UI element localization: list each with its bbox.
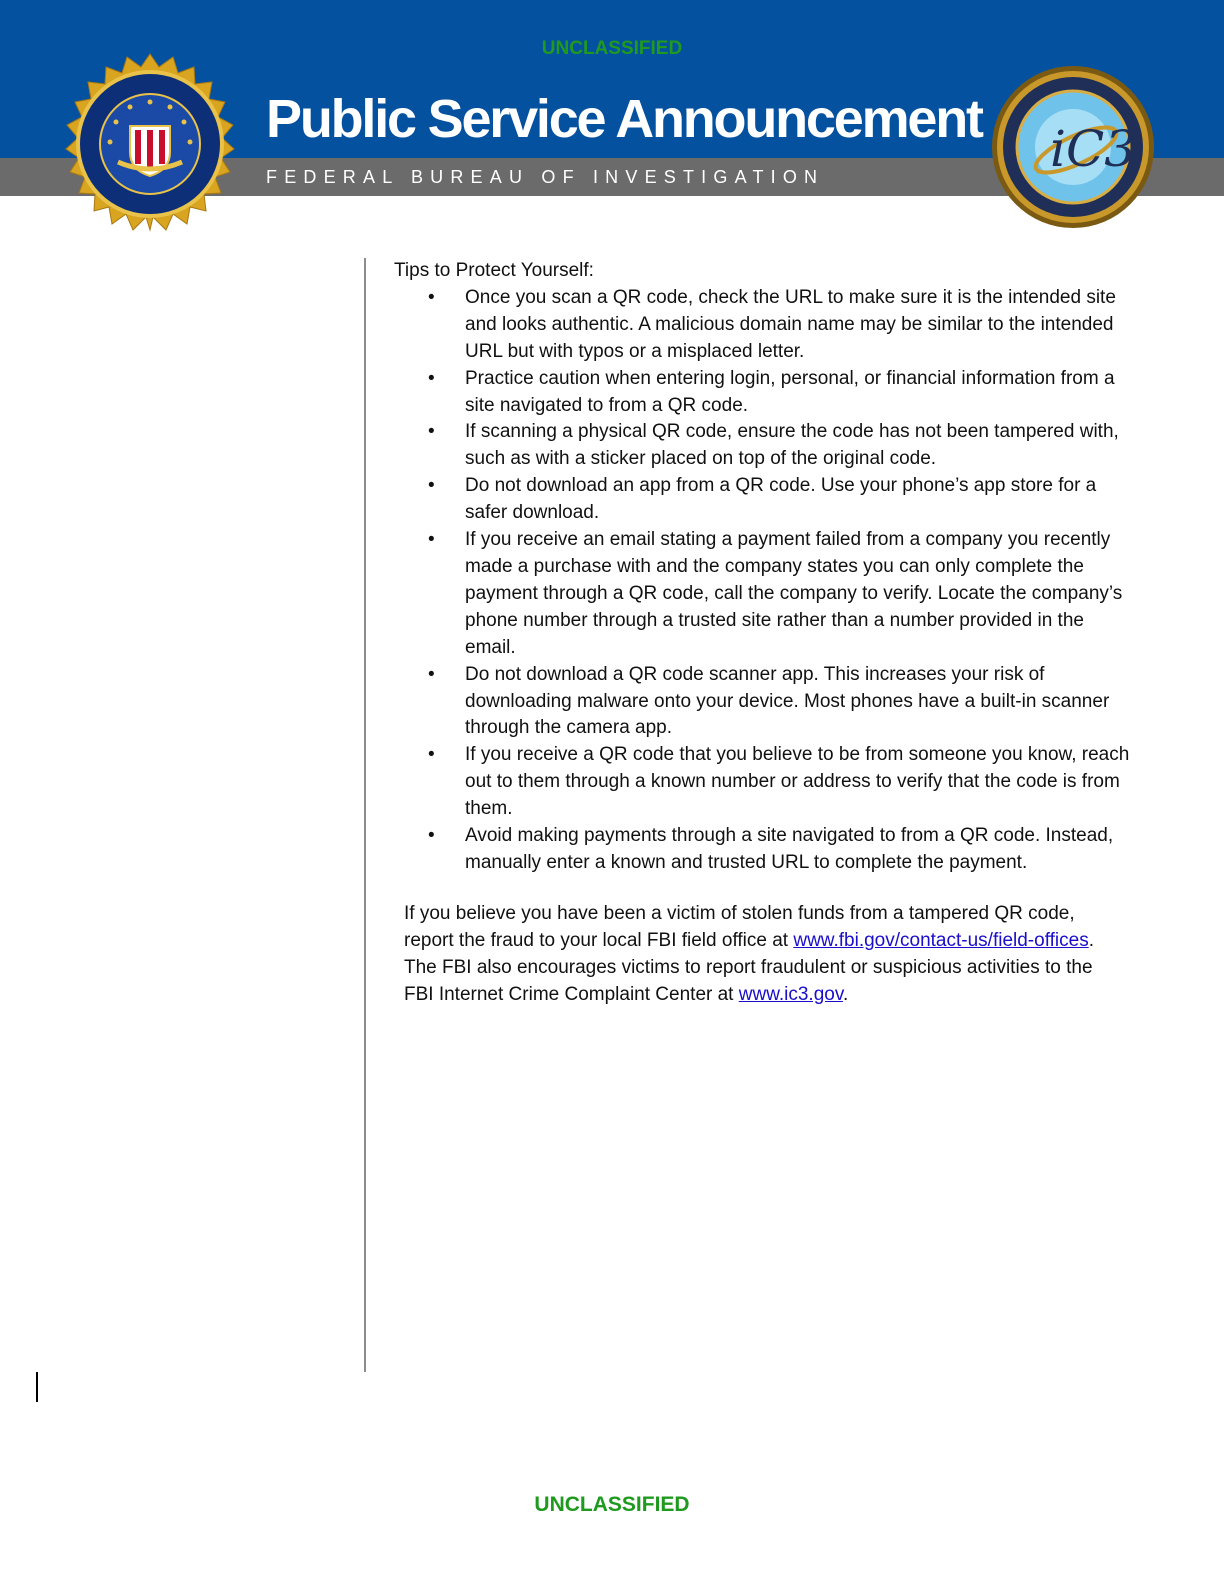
- bullet: •: [428, 744, 435, 766]
- bullet: •: [428, 825, 435, 847]
- bullet: •: [428, 475, 435, 497]
- bullet: •: [428, 529, 435, 551]
- agency-subtitle: FEDERAL BUREAU OF INVESTIGATION: [266, 167, 825, 187]
- list-item: [394, 662, 1134, 743]
- closing-text-1: If you believe you have been a victim of stolen funds from a tampered QR code, report the fraud to your local FBI field office at: [404, 902, 1075, 951]
- tip-text: Practice caution when entering login, personal, or financial information from a site navigated to from a QR code.: [465, 367, 1115, 416]
- tip-text: Do not download a QR code scanner app. This increases your risk of downloading malware onto your device. Most phones have a built-in scanner through the camera app.: [465, 663, 1110, 739]
- tips-heading: Tips to Protect Yourself:: [394, 260, 594, 281]
- closing-paragraph: [404, 901, 1119, 1009]
- tip-text: If scanning a physical QR code, ensure the code has not been tampered with, such as with a sticker placed on top of the original code.: [465, 421, 1119, 470]
- tip-text: Once you scan a QR code, check the URL to make sure it is the intended site and looks authentic. A malicious domain name may be similar to the intended URL but with typos or a misplaced letter.: [465, 286, 1116, 362]
- tip-text: If you receive a QR code that you believe to be from someone you know, reach out to them through a known number or address to verify that the code is from them.: [465, 744, 1130, 820]
- bullet: •: [428, 421, 435, 443]
- ic3-seal-label: iC3: [1050, 120, 1137, 178]
- text-cursor: [36, 1372, 38, 1402]
- classification-top: UNCLASSIFIED: [541, 38, 683, 59]
- fbi-seal-logo: [60, 52, 240, 232]
- tip-text: Avoid making payments through a site navigated to from a QR code. Instead, manually enter a known and trusted URL to complete the payment.: [465, 825, 1114, 873]
- classification-bottom: UNCLASSIFIED: [534, 1493, 690, 1516]
- ic3-seal-logo: [990, 64, 1156, 230]
- tip-text: Do not download an app from a QR code. Use your phone’s app store for a safer download.: [465, 475, 1097, 524]
- list-item: [394, 527, 1134, 662]
- column-divider: [364, 258, 366, 1372]
- bullet: •: [428, 367, 435, 389]
- field-offices-link[interactable]: www.fbi.gov/contact-us/field-offices: [793, 929, 1089, 951]
- tips-list: [394, 285, 1134, 877]
- tip-text: If you receive an email stating a payment failed from a company you recently made a purchase with and the company states you can only complete the payment through a QR code, call the company to verify. Locate the company’s phone number through a trusted site rather than a number provided in the email.: [465, 529, 1123, 658]
- bullet: •: [428, 663, 435, 685]
- list-item: [394, 285, 1134, 366]
- bullet: •: [428, 286, 435, 308]
- page-title: Public Service Announcement: [266, 89, 982, 149]
- closing-text-2: . The FBI also encourages victims to report fraudulent or suspicious activities to the FBI Internet Crime Complaint Center at: [404, 929, 1094, 1005]
- main-content: [394, 258, 1134, 1008]
- list-item: [394, 473, 1134, 527]
- list-item: [394, 823, 1134, 877]
- ic3-link[interactable]: www.ic3.gov: [738, 983, 843, 1005]
- list-item: [394, 742, 1134, 823]
- closing-text-3: .: [842, 983, 849, 1005]
- list-item: [394, 366, 1134, 420]
- list-item: [394, 419, 1134, 473]
